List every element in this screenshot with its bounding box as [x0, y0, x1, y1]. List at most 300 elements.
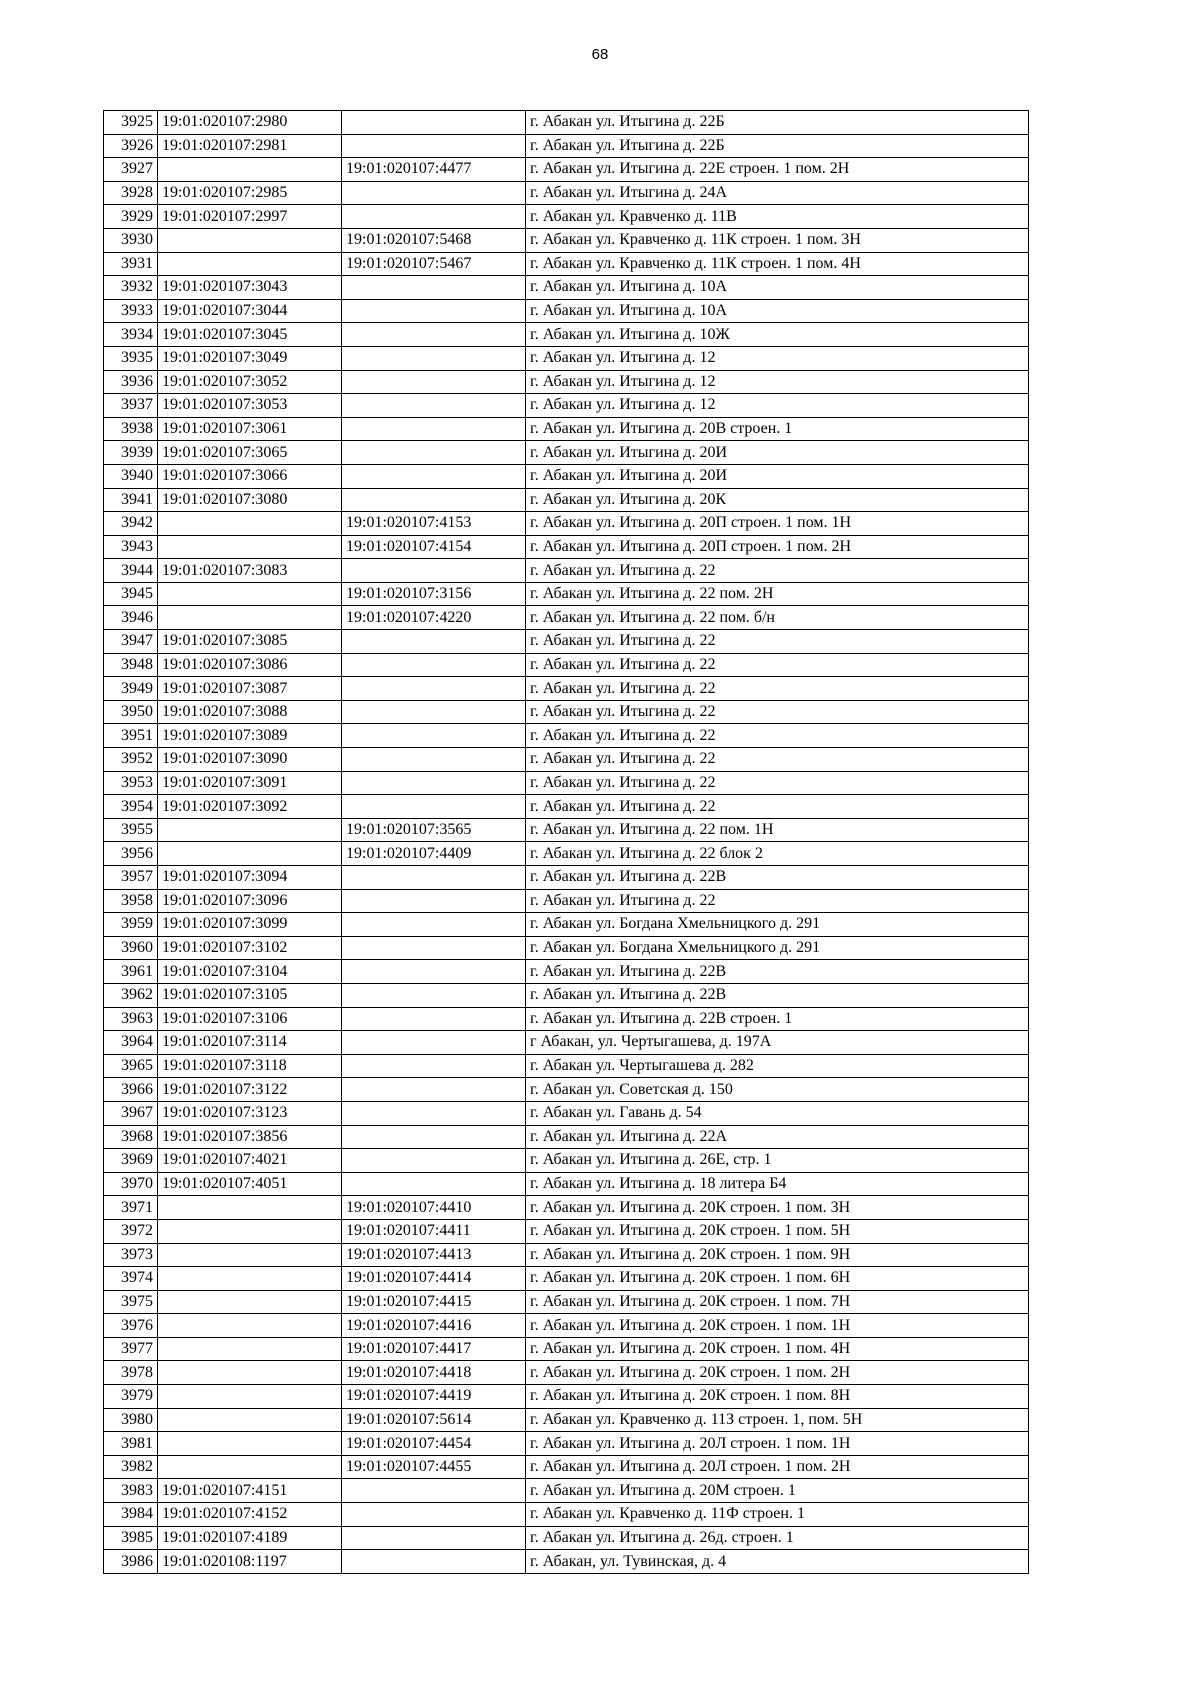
cadastral-number-cell: [158, 1314, 342, 1338]
premises-cadastral-number-cell: [342, 1526, 526, 1550]
row-number-cell: 3942: [104, 512, 158, 536]
row-number-cell: 3940: [104, 464, 158, 488]
address-cell: г. Абакан ул. Итыгина д. 22: [526, 771, 1029, 795]
cadastral-number-cell: 19:01:020107:3106: [158, 1007, 342, 1031]
table-row: [104, 1078, 1029, 1102]
cadastral-number-cell: 19:01:020107:3044: [158, 299, 342, 323]
row-number-cell: 3943: [104, 535, 158, 559]
premises-cadastral-number-cell: [342, 276, 526, 300]
table-row: [104, 228, 1029, 252]
premises-cadastral-number-cell: [342, 1031, 526, 1055]
row-number-cell: 3976: [104, 1314, 158, 1338]
premises-cadastral-number-cell: [342, 181, 526, 205]
address-cell: г. Абакан ул. Итыгина д. 22: [526, 630, 1029, 654]
address-cell: г. Абакан ул. Итыгина д. 20Л строен. 1 пом. 1Н: [526, 1432, 1029, 1456]
address-cell: г. Абакан ул. Кравченко д. 11К строен. 1 пом. 3Н: [526, 228, 1029, 252]
table-row: [104, 913, 1029, 937]
address-cell: г. Абакан ул. Кравченко д. 11З строен. 1, пом. 5Н: [526, 1408, 1029, 1432]
table-row: [104, 1219, 1029, 1243]
cadastral-number-cell: 19:01:020107:4021: [158, 1149, 342, 1173]
row-number-cell: 3957: [104, 866, 158, 890]
cadastral-number-cell: 19:01:020107:2997: [158, 205, 342, 229]
cadastral-number-cell: [158, 842, 342, 866]
table-row: [104, 983, 1029, 1007]
row-number-cell: 3953: [104, 771, 158, 795]
table-row: [104, 535, 1029, 559]
cadastral-number-cell: 19:01:020107:3087: [158, 677, 342, 701]
premises-cadastral-number-cell: [342, 866, 526, 890]
row-number-cell: 3945: [104, 582, 158, 606]
table-row: [104, 795, 1029, 819]
table-row: [104, 1031, 1029, 1055]
cadastral-number-cell: 19:01:020107:3088: [158, 700, 342, 724]
row-number-cell: 3981: [104, 1432, 158, 1456]
row-number-cell: 3982: [104, 1455, 158, 1479]
table-row: [104, 205, 1029, 229]
table-row: [104, 1550, 1029, 1574]
premises-cadastral-number-cell: [342, 1101, 526, 1125]
row-number-cell: 3971: [104, 1196, 158, 1220]
cadastral-number-cell: 19:01:020107:3045: [158, 323, 342, 347]
cadastral-number-cell: [158, 606, 342, 630]
premises-cadastral-number-cell: [342, 299, 526, 323]
cadastral-number-cell: 19:01:020107:4051: [158, 1172, 342, 1196]
premises-cadastral-number-cell: [342, 323, 526, 347]
row-number-cell: 3954: [104, 795, 158, 819]
cadastral-number-cell: [158, 1219, 342, 1243]
cadastral-number-cell: 19:01:020107:3086: [158, 653, 342, 677]
premises-cadastral-number-cell: 19:01:020107:3156: [342, 582, 526, 606]
row-number-cell: 3975: [104, 1290, 158, 1314]
address-cell: г Абакан, ул. Чертыгашева, д. 197А: [526, 1031, 1029, 1055]
address-cell: г. Абакан ул. Итыгина д. 22: [526, 559, 1029, 583]
cadastral-number-cell: 19:01:020107:3052: [158, 370, 342, 394]
table-row: [104, 1503, 1029, 1527]
row-number-cell: 3941: [104, 488, 158, 512]
row-number-cell: 3978: [104, 1361, 158, 1385]
table-row: [104, 134, 1029, 158]
address-cell: г. Абакан ул. Итыгина д. 20К строен. 1 пом. 7Н: [526, 1290, 1029, 1314]
table-row: [104, 1125, 1029, 1149]
address-cell: г. Абакан ул. Итыгина д. 22: [526, 748, 1029, 772]
cadastral-number-cell: 19:01:020107:4152: [158, 1503, 342, 1527]
premises-cadastral-number-cell: [342, 653, 526, 677]
cadastral-number-cell: 19:01:020107:3065: [158, 441, 342, 465]
table-row: [104, 724, 1029, 748]
address-cell: г. Абакан ул. Итыгина д. 22Б: [526, 111, 1029, 135]
address-cell: г. Абакан ул. Итыгина д. 20П строен. 1 пом. 1Н: [526, 512, 1029, 536]
table-row: [104, 1243, 1029, 1267]
table-row: [104, 677, 1029, 701]
table-row: [104, 1432, 1029, 1456]
table-row: [104, 323, 1029, 347]
address-cell: г. Абакан ул. Итыгина д. 20К строен. 1 пом. 5Н: [526, 1219, 1029, 1243]
cadastral-number-cell: 19:01:020107:3123: [158, 1101, 342, 1125]
table-row: [104, 1526, 1029, 1550]
cadastral-number-cell: 19:01:020107:2981: [158, 134, 342, 158]
premises-cadastral-number-cell: [342, 748, 526, 772]
table-row: [104, 700, 1029, 724]
table-row: [104, 1408, 1029, 1432]
cadastral-number-cell: 19:01:020107:3118: [158, 1054, 342, 1078]
table-row: [104, 1455, 1029, 1479]
premises-cadastral-number-cell: [342, 700, 526, 724]
row-number-cell: 3937: [104, 394, 158, 418]
cadastral-number-cell: 19:01:020107:3080: [158, 488, 342, 512]
table-row: [104, 346, 1029, 370]
premises-cadastral-number-cell: 19:01:020107:5614: [342, 1408, 526, 1432]
table-row: [104, 181, 1029, 205]
table-row: [104, 299, 1029, 323]
row-number-cell: 3974: [104, 1267, 158, 1291]
address-cell: г. Абакан ул. Итыгина д. 10А: [526, 299, 1029, 323]
premises-cadastral-number-cell: [342, 889, 526, 913]
row-number-cell: 3932: [104, 276, 158, 300]
cadastral-number-cell: 19:01:020107:3091: [158, 771, 342, 795]
address-cell: г. Абакан ул. Итыгина д. 26Е, стр. 1: [526, 1149, 1029, 1173]
premises-cadastral-number-cell: 19:01:020107:3565: [342, 818, 526, 842]
cadastral-number-cell: 19:01:020107:4151: [158, 1479, 342, 1503]
address-cell: г. Абакан ул. Итыгина д. 26д. строен. 1: [526, 1526, 1029, 1550]
row-number-cell: 3972: [104, 1219, 158, 1243]
table-row: [104, 936, 1029, 960]
address-cell: г. Абакан ул. Итыгина д. 20К строен. 1 пом. 8Н: [526, 1385, 1029, 1409]
row-number-cell: 3930: [104, 228, 158, 252]
cadastral-number-cell: 19:01:020107:3105: [158, 983, 342, 1007]
table-row: [104, 1101, 1029, 1125]
row-number-cell: 3958: [104, 889, 158, 913]
cadastral-number-cell: 19:01:020107:4189: [158, 1526, 342, 1550]
table-row: [104, 748, 1029, 772]
premises-cadastral-number-cell: [342, 464, 526, 488]
cadastral-number-cell: 19:01:020107:3083: [158, 559, 342, 583]
row-number-cell: 3936: [104, 370, 158, 394]
address-cell: г. Абакан ул. Итыгина д. 18 литера Б4: [526, 1172, 1029, 1196]
table-row: [104, 1007, 1029, 1031]
address-cell: г. Абакан ул. Гавань д. 54: [526, 1101, 1029, 1125]
premises-cadastral-number-cell: 19:01:020107:4454: [342, 1432, 526, 1456]
row-number-cell: 3973: [104, 1243, 158, 1267]
cadastral-number-cell: [158, 1408, 342, 1432]
premises-cadastral-number-cell: [342, 1125, 526, 1149]
table-row: [104, 1267, 1029, 1291]
row-number-cell: 3925: [104, 111, 158, 135]
address-cell: г. Абакан ул. Итыгина д. 20Л строен. 1 пом. 2Н: [526, 1455, 1029, 1479]
address-cell: г. Абакан ул. Итыгина д. 12: [526, 346, 1029, 370]
row-number-cell: 3956: [104, 842, 158, 866]
premises-cadastral-number-cell: [342, 1550, 526, 1574]
cadastral-number-cell: 19:01:020107:3090: [158, 748, 342, 772]
premises-cadastral-number-cell: 19:01:020107:4413: [342, 1243, 526, 1267]
table-row: [104, 394, 1029, 418]
premises-cadastral-number-cell: 19:01:020107:4409: [342, 842, 526, 866]
table-row: [104, 488, 1029, 512]
row-number-cell: 3959: [104, 913, 158, 937]
address-cell: г. Абакан ул. Итыгина д. 22Е строен. 1 пом. 2Н: [526, 158, 1029, 182]
address-cell: г. Абакан ул. Итыгина д. 22А: [526, 1125, 1029, 1149]
cadastral-number-cell: [158, 1455, 342, 1479]
premises-cadastral-number-cell: 19:01:020107:5467: [342, 252, 526, 276]
premises-cadastral-number-cell: 19:01:020107:4415: [342, 1290, 526, 1314]
premises-cadastral-number-cell: 19:01:020107:5468: [342, 228, 526, 252]
cadastral-number-cell: 19:01:020107:2980: [158, 111, 342, 135]
address-cell: г. Абакан ул. Итыгина д. 22Б: [526, 134, 1029, 158]
address-cell: г. Абакан ул. Итыгина д. 22 пом. 1Н: [526, 818, 1029, 842]
row-number-cell: 3935: [104, 346, 158, 370]
cadastral-number-cell: [158, 158, 342, 182]
row-number-cell: 3952: [104, 748, 158, 772]
table-row: [104, 1196, 1029, 1220]
premises-cadastral-number-cell: [342, 394, 526, 418]
table-row: [104, 1054, 1029, 1078]
cadastral-number-cell: 19:01:020107:2985: [158, 181, 342, 205]
row-number-cell: 3983: [104, 1479, 158, 1503]
address-cell: г. Абакан, ул. Тувинская, д. 4: [526, 1550, 1029, 1574]
row-number-cell: 3948: [104, 653, 158, 677]
cadastral-number-cell: 19:01:020107:3061: [158, 417, 342, 441]
row-number-cell: 3926: [104, 134, 158, 158]
premises-cadastral-number-cell: [342, 1007, 526, 1031]
address-cell: г. Абакан ул. Итыгина д. 20К строен. 1 пом. 3Н: [526, 1196, 1029, 1220]
row-number-cell: 3929: [104, 205, 158, 229]
premises-cadastral-number-cell: [342, 913, 526, 937]
cadastral-number-cell: 19:01:020107:3122: [158, 1078, 342, 1102]
address-cell: г. Абакан ул. Итыгина д. 20К строен. 1 пом. 2Н: [526, 1361, 1029, 1385]
address-cell: г. Абакан ул. Итыгина д. 22: [526, 889, 1029, 913]
address-cell: г. Абакан ул. Итыгина д. 20М строен. 1: [526, 1479, 1029, 1503]
row-number-cell: 3962: [104, 983, 158, 1007]
table-row: [104, 1385, 1029, 1409]
address-cell: г. Абакан ул. Богдана Хмельницкого д. 291: [526, 913, 1029, 937]
cadastral-number-cell: [158, 1196, 342, 1220]
cadastral-number-cell: [158, 1290, 342, 1314]
address-cell: г. Абакан ул. Итыгина д. 20И: [526, 441, 1029, 465]
premises-cadastral-number-cell: 19:01:020107:4419: [342, 1385, 526, 1409]
premises-cadastral-number-cell: 19:01:020107:4220: [342, 606, 526, 630]
registry-table-body: [104, 111, 1029, 1574]
address-cell: г. Абакан ул. Советская д. 150: [526, 1078, 1029, 1102]
row-number-cell: 3947: [104, 630, 158, 654]
premises-cadastral-number-cell: 19:01:020107:4477: [342, 158, 526, 182]
row-number-cell: 3969: [104, 1149, 158, 1173]
premises-cadastral-number-cell: [342, 370, 526, 394]
cadastral-number-cell: 19:01:020107:3049: [158, 346, 342, 370]
premises-cadastral-number-cell: [342, 1078, 526, 1102]
address-cell: г. Абакан ул. Итыгина д. 10Ж: [526, 323, 1029, 347]
table-row: [104, 771, 1029, 795]
cadastral-number-cell: 19:01:020107:3096: [158, 889, 342, 913]
row-number-cell: 3955: [104, 818, 158, 842]
premises-cadastral-number-cell: 19:01:020107:4414: [342, 1267, 526, 1291]
premises-cadastral-number-cell: [342, 111, 526, 135]
address-cell: г. Абакан ул. Итыгина д. 20К строен. 1 пом. 4Н: [526, 1337, 1029, 1361]
row-number-cell: 3949: [104, 677, 158, 701]
table-row: [104, 960, 1029, 984]
address-cell: г. Абакан ул. Итыгина д. 22В строен. 1: [526, 1007, 1029, 1031]
premises-cadastral-number-cell: [342, 134, 526, 158]
row-number-cell: 3951: [104, 724, 158, 748]
premises-cadastral-number-cell: [342, 630, 526, 654]
address-cell: г. Абакан ул. Итыгина д. 20К строен. 1 пом. 1Н: [526, 1314, 1029, 1338]
table-row: [104, 158, 1029, 182]
row-number-cell: 3979: [104, 1385, 158, 1409]
row-number-cell: 3967: [104, 1101, 158, 1125]
row-number-cell: 3933: [104, 299, 158, 323]
table-row: [104, 842, 1029, 866]
row-number-cell: 3970: [104, 1172, 158, 1196]
cadastral-number-cell: [158, 582, 342, 606]
row-number-cell: 3977: [104, 1337, 158, 1361]
cadastral-number-cell: [158, 1243, 342, 1267]
premises-cadastral-number-cell: [342, 795, 526, 819]
table-row: [104, 512, 1029, 536]
address-cell: г. Абакан ул. Итыгина д. 12: [526, 394, 1029, 418]
premises-cadastral-number-cell: [342, 936, 526, 960]
row-number-cell: 3950: [104, 700, 158, 724]
row-number-cell: 3963: [104, 1007, 158, 1031]
table-row: [104, 866, 1029, 890]
cadastral-number-cell: [158, 535, 342, 559]
table-row: [104, 1172, 1029, 1196]
address-cell: г. Абакан ул. Итыгина д. 22В: [526, 960, 1029, 984]
address-cell: г. Абакан ул. Кравченко д. 11В: [526, 205, 1029, 229]
table-row: [104, 441, 1029, 465]
address-cell: г. Абакан ул. Итыгина д. 20П строен. 1 пом. 2Н: [526, 535, 1029, 559]
table-row: [104, 370, 1029, 394]
cadastral-number-cell: 19:01:020107:3053: [158, 394, 342, 418]
address-cell: г. Абакан ул. Итыгина д. 20К: [526, 488, 1029, 512]
cadastral-number-cell: 19:01:020107:3102: [158, 936, 342, 960]
table-row: [104, 464, 1029, 488]
row-number-cell: 3985: [104, 1526, 158, 1550]
premises-cadastral-number-cell: 19:01:020107:4455: [342, 1455, 526, 1479]
premises-cadastral-number-cell: [342, 441, 526, 465]
row-number-cell: 3966: [104, 1078, 158, 1102]
address-cell: г. Абакан ул. Итыгина д. 20К строен. 1 пом. 9Н: [526, 1243, 1029, 1267]
row-number-cell: 3986: [104, 1550, 158, 1574]
address-cell: г. Абакан ул. Итыгина д. 22В: [526, 866, 1029, 890]
cadastral-number-cell: [158, 1361, 342, 1385]
cadastral-number-cell: [158, 252, 342, 276]
registry-table: [103, 110, 1029, 1574]
address-cell: г. Абакан ул. Итыгина д. 22: [526, 700, 1029, 724]
premises-cadastral-number-cell: [342, 205, 526, 229]
table-row: [104, 582, 1029, 606]
row-number-cell: 3938: [104, 417, 158, 441]
cadastral-number-cell: 19:01:020107:3043: [158, 276, 342, 300]
row-number-cell: 3960: [104, 936, 158, 960]
row-number-cell: 3968: [104, 1125, 158, 1149]
row-number-cell: 3931: [104, 252, 158, 276]
premises-cadastral-number-cell: 19:01:020107:4411: [342, 1219, 526, 1243]
address-cell: г. Абакан ул. Итыгина д. 22 пом. б/н: [526, 606, 1029, 630]
premises-cadastral-number-cell: [342, 417, 526, 441]
premises-cadastral-number-cell: [342, 983, 526, 1007]
premises-cadastral-number-cell: 19:01:020107:4416: [342, 1314, 526, 1338]
premises-cadastral-number-cell: [342, 346, 526, 370]
table-row: [104, 1290, 1029, 1314]
cadastral-number-cell: [158, 818, 342, 842]
cadastral-number-cell: [158, 1337, 342, 1361]
row-number-cell: 3946: [104, 606, 158, 630]
cadastral-number-cell: 19:01:020108:1197: [158, 1550, 342, 1574]
address-cell: г. Абакан ул. Итыгина д. 22 блок 2: [526, 842, 1029, 866]
premises-cadastral-number-cell: [342, 559, 526, 583]
cadastral-number-cell: [158, 1432, 342, 1456]
address-cell: г. Абакан ул. Итыгина д. 22: [526, 653, 1029, 677]
address-cell: г. Абакан ул. Итыгина д. 22: [526, 795, 1029, 819]
row-number-cell: 3980: [104, 1408, 158, 1432]
cadastral-number-cell: 19:01:020107:3114: [158, 1031, 342, 1055]
premises-cadastral-number-cell: [342, 1149, 526, 1173]
premises-cadastral-number-cell: 19:01:020107:4153: [342, 512, 526, 536]
table-row: [104, 653, 1029, 677]
address-cell: г. Абакан ул. Итыгина д. 12: [526, 370, 1029, 394]
premises-cadastral-number-cell: 19:01:020107:4417: [342, 1337, 526, 1361]
cadastral-number-cell: 19:01:020107:3094: [158, 866, 342, 890]
row-number-cell: 3944: [104, 559, 158, 583]
row-number-cell: 3964: [104, 1031, 158, 1055]
address-cell: г. Абакан ул. Кравченко д. 11Ф строен. 1: [526, 1503, 1029, 1527]
address-cell: г. Абакан ул. Итыгина д. 20И: [526, 464, 1029, 488]
address-cell: г. Абакан ул. Чертыгашева д. 282: [526, 1054, 1029, 1078]
cadastral-number-cell: [158, 1267, 342, 1291]
premises-cadastral-number-cell: [342, 960, 526, 984]
address-cell: г. Абакан ул. Итыгина д. 24А: [526, 181, 1029, 205]
cadastral-number-cell: 19:01:020107:3092: [158, 795, 342, 819]
cadastral-number-cell: [158, 512, 342, 536]
cadastral-number-cell: [158, 1385, 342, 1409]
address-cell: г. Абакан ул. Итыгина д. 22 пом. 2Н: [526, 582, 1029, 606]
table-row: [104, 1337, 1029, 1361]
table-row: [104, 889, 1029, 913]
address-cell: г. Абакан ул. Итыгина д. 22В: [526, 983, 1029, 1007]
row-number-cell: 3965: [104, 1054, 158, 1078]
table-row: [104, 1314, 1029, 1338]
premises-cadastral-number-cell: [342, 488, 526, 512]
table-row: [104, 276, 1029, 300]
row-number-cell: 3928: [104, 181, 158, 205]
table-row: [104, 252, 1029, 276]
premises-cadastral-number-cell: 19:01:020107:4410: [342, 1196, 526, 1220]
premises-cadastral-number-cell: 19:01:020107:4418: [342, 1361, 526, 1385]
address-cell: г. Абакан ул. Итыгина д. 10А: [526, 276, 1029, 300]
table-row: [104, 417, 1029, 441]
cadastral-number-cell: [158, 228, 342, 252]
premises-cadastral-number-cell: [342, 677, 526, 701]
row-number-cell: 3939: [104, 441, 158, 465]
premises-cadastral-number-cell: [342, 1054, 526, 1078]
address-cell: г. Абакан ул. Итыгина д. 20К строен. 1 пом. 6Н: [526, 1267, 1029, 1291]
address-cell: г. Абакан ул. Итыгина д. 20В строен. 1: [526, 417, 1029, 441]
address-cell: г. Абакан ул. Итыгина д. 22: [526, 677, 1029, 701]
premises-cadastral-number-cell: [342, 771, 526, 795]
row-number-cell: 3961: [104, 960, 158, 984]
address-cell: г. Абакан ул. Богдана Хмельницкого д. 291: [526, 936, 1029, 960]
table-row: [104, 818, 1029, 842]
page-number: 68: [591, 46, 609, 63]
table-row: [104, 606, 1029, 630]
premises-cadastral-number-cell: 19:01:020107:4154: [342, 535, 526, 559]
cadastral-number-cell: 19:01:020107:3104: [158, 960, 342, 984]
row-number-cell: 3934: [104, 323, 158, 347]
row-number-cell: 3984: [104, 1503, 158, 1527]
table-row: [104, 1361, 1029, 1385]
table-row: [104, 111, 1029, 135]
premises-cadastral-number-cell: [342, 1172, 526, 1196]
premises-cadastral-number-cell: [342, 1479, 526, 1503]
cadastral-number-cell: 19:01:020107:3099: [158, 913, 342, 937]
